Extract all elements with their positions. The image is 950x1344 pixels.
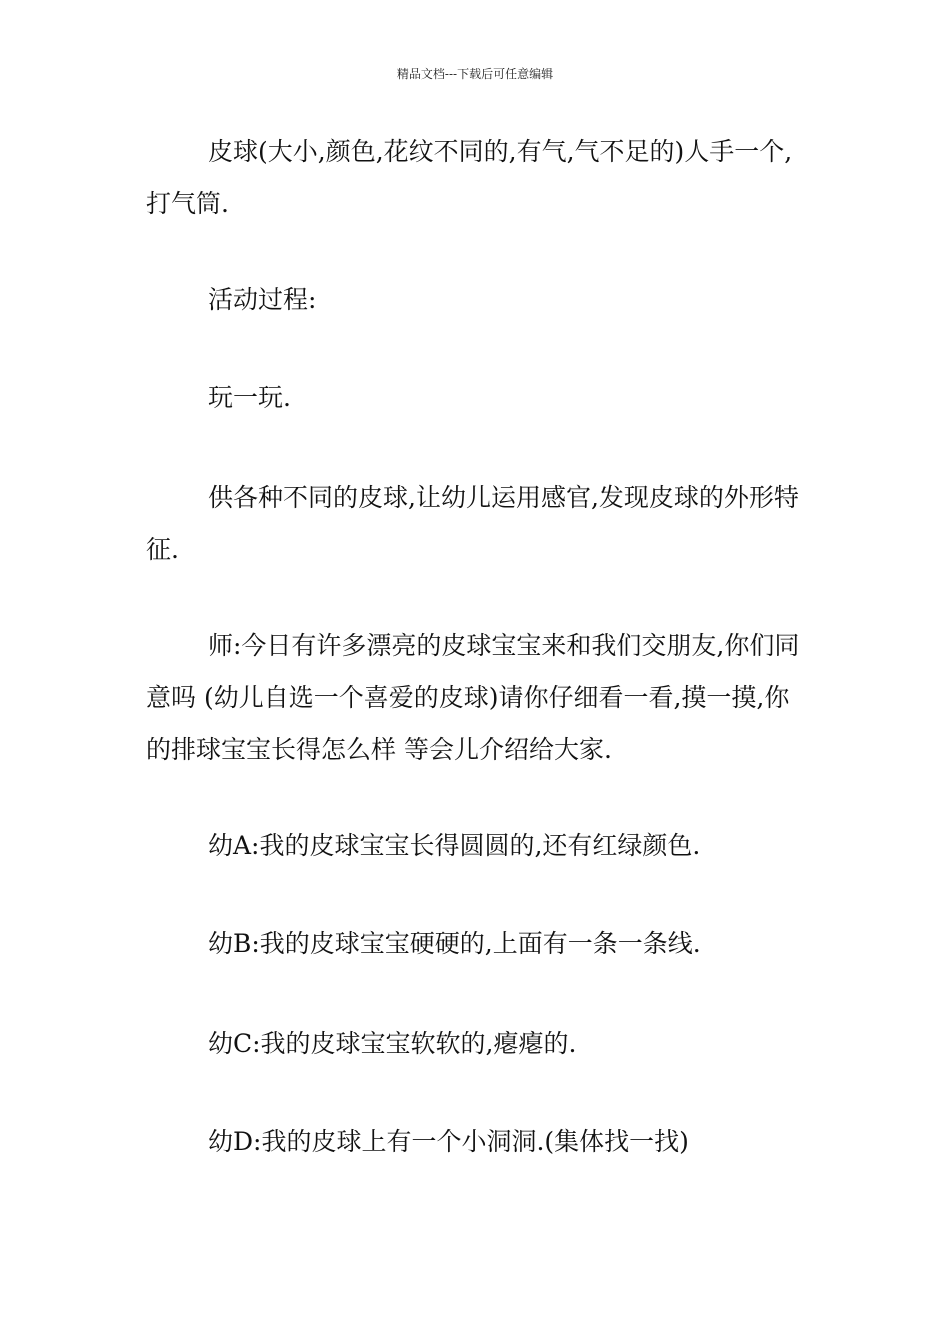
paragraph-activity-process: 活动过程: (208, 285, 317, 314)
paragraph-child-d: 幼D:我的皮球上有一个小洞洞.(集体找一找) (208, 1127, 689, 1156)
paragraph-child-b: 幼B:我的皮球宝宝硬硬的,上面有一条一条线. (208, 929, 701, 958)
paragraph-play: 玩一玩. (208, 383, 291, 412)
page-header: 精品文档---下载后可任意编辑 (396, 67, 554, 81)
paragraph-child-a: 幼A:我的皮球宝宝长得圆圆的,还有红绿颜色. (208, 831, 701, 860)
paragraph-teacher: 师:今日有许多漂亮的皮球宝宝来和我们交朋友,你们同意吗 (幼儿自选一个喜爱的皮球)请你仔细看一看,摸一摸,你的排球宝宝长得怎么样 等会儿介绍给大家. (146, 631, 800, 764)
paragraph-materials: 皮球(大小,颜色,花纹不同的,有气,气不足的)人手一个,打气筒. (146, 137, 793, 218)
paragraph-features: 供各种不同的皮球,让幼儿运用感官,发现皮球的外形特征. (146, 483, 799, 564)
paragraph-child-c: 幼C:我的皮球宝宝软软的,瘪瘪的. (208, 1029, 577, 1058)
